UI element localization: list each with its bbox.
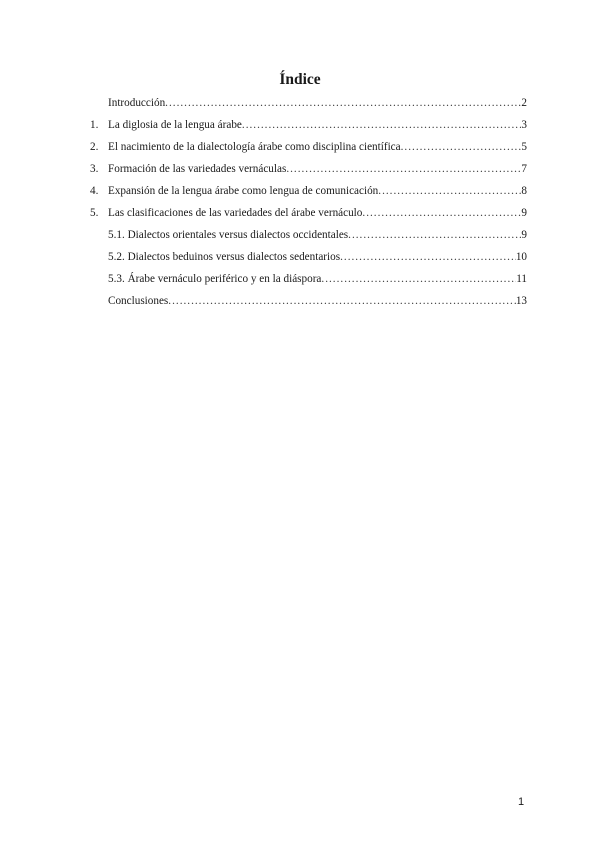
toc-entry[interactable] — [0, 96, 600, 116]
toc-entry-page: 5 — [521, 141, 527, 153]
leader-dots — [242, 118, 522, 132]
toc-entry-number: 1. — [90, 119, 99, 131]
toc-entry-number: 5. — [90, 207, 99, 219]
toc-entry-number: 2. — [90, 141, 99, 153]
toc-entry-number: 4. — [90, 185, 99, 197]
toc-title: Índice — [279, 71, 321, 88]
toc-entry-page: 11 — [516, 273, 527, 285]
toc-subentry[interactable] — [0, 228, 600, 248]
leader-dots — [348, 228, 521, 242]
toc-entry-page: 9 — [521, 229, 527, 241]
leader-dots — [362, 206, 521, 220]
toc-entry-page: 10 — [515, 251, 527, 263]
toc-subentry[interactable] — [0, 250, 600, 270]
toc-entry-page: 2 — [521, 97, 527, 109]
toc-entry[interactable] — [0, 140, 600, 160]
toc-subentry[interactable] — [0, 272, 600, 292]
toc-entry-page: 9 — [521, 207, 527, 219]
toc-entry-number: 3. — [90, 163, 99, 175]
toc-entry[interactable] — [0, 118, 600, 138]
toc-entry-text: Las clasificaciones de las variedades del árabe vernáculo — [108, 207, 363, 219]
toc-entry-text: Introducción — [108, 97, 166, 109]
toc-entry-text: 5.3. Árabe vernáculo periférico y en la diáspora — [108, 273, 322, 285]
toc-entry-text: El nacimiento de la dialectología árabe como disciplina científica — [108, 141, 401, 153]
toc-entry[interactable] — [0, 184, 600, 204]
leader-dots — [340, 250, 516, 264]
leader-dots — [401, 140, 522, 154]
toc-entry-text: Expansión de la lengua árabe como lengua de comunicación — [108, 185, 379, 197]
leader-dots — [378, 184, 521, 198]
toc-entry-page: 3 — [521, 119, 527, 131]
toc-entry-text: Conclusiones — [108, 295, 169, 307]
toc-entry-page: 7 — [521, 163, 527, 175]
toc-entry[interactable] — [0, 162, 600, 182]
leader-dots — [165, 96, 521, 110]
toc-entry-text: 5.1. Dialectos orientales versus dialectos occidentales — [108, 229, 349, 241]
toc-entry-text: 5.2. Dialectos beduinos versus dialectos sedentarios — [108, 251, 341, 263]
toc-entry-text: La diglosia de la lengua árabe — [108, 119, 242, 131]
toc-entry[interactable] — [0, 206, 600, 226]
leader-dots — [286, 162, 521, 176]
toc-entry-page: 8 — [521, 185, 527, 197]
toc-entry-text: Formación de las variedades vernáculas — [108, 163, 287, 175]
page-number: 1 — [518, 796, 525, 808]
leader-dots — [321, 272, 516, 286]
toc-entry-page: 13 — [515, 295, 527, 307]
toc-entry[interactable] — [0, 294, 600, 314]
leader-dots — [168, 294, 516, 308]
